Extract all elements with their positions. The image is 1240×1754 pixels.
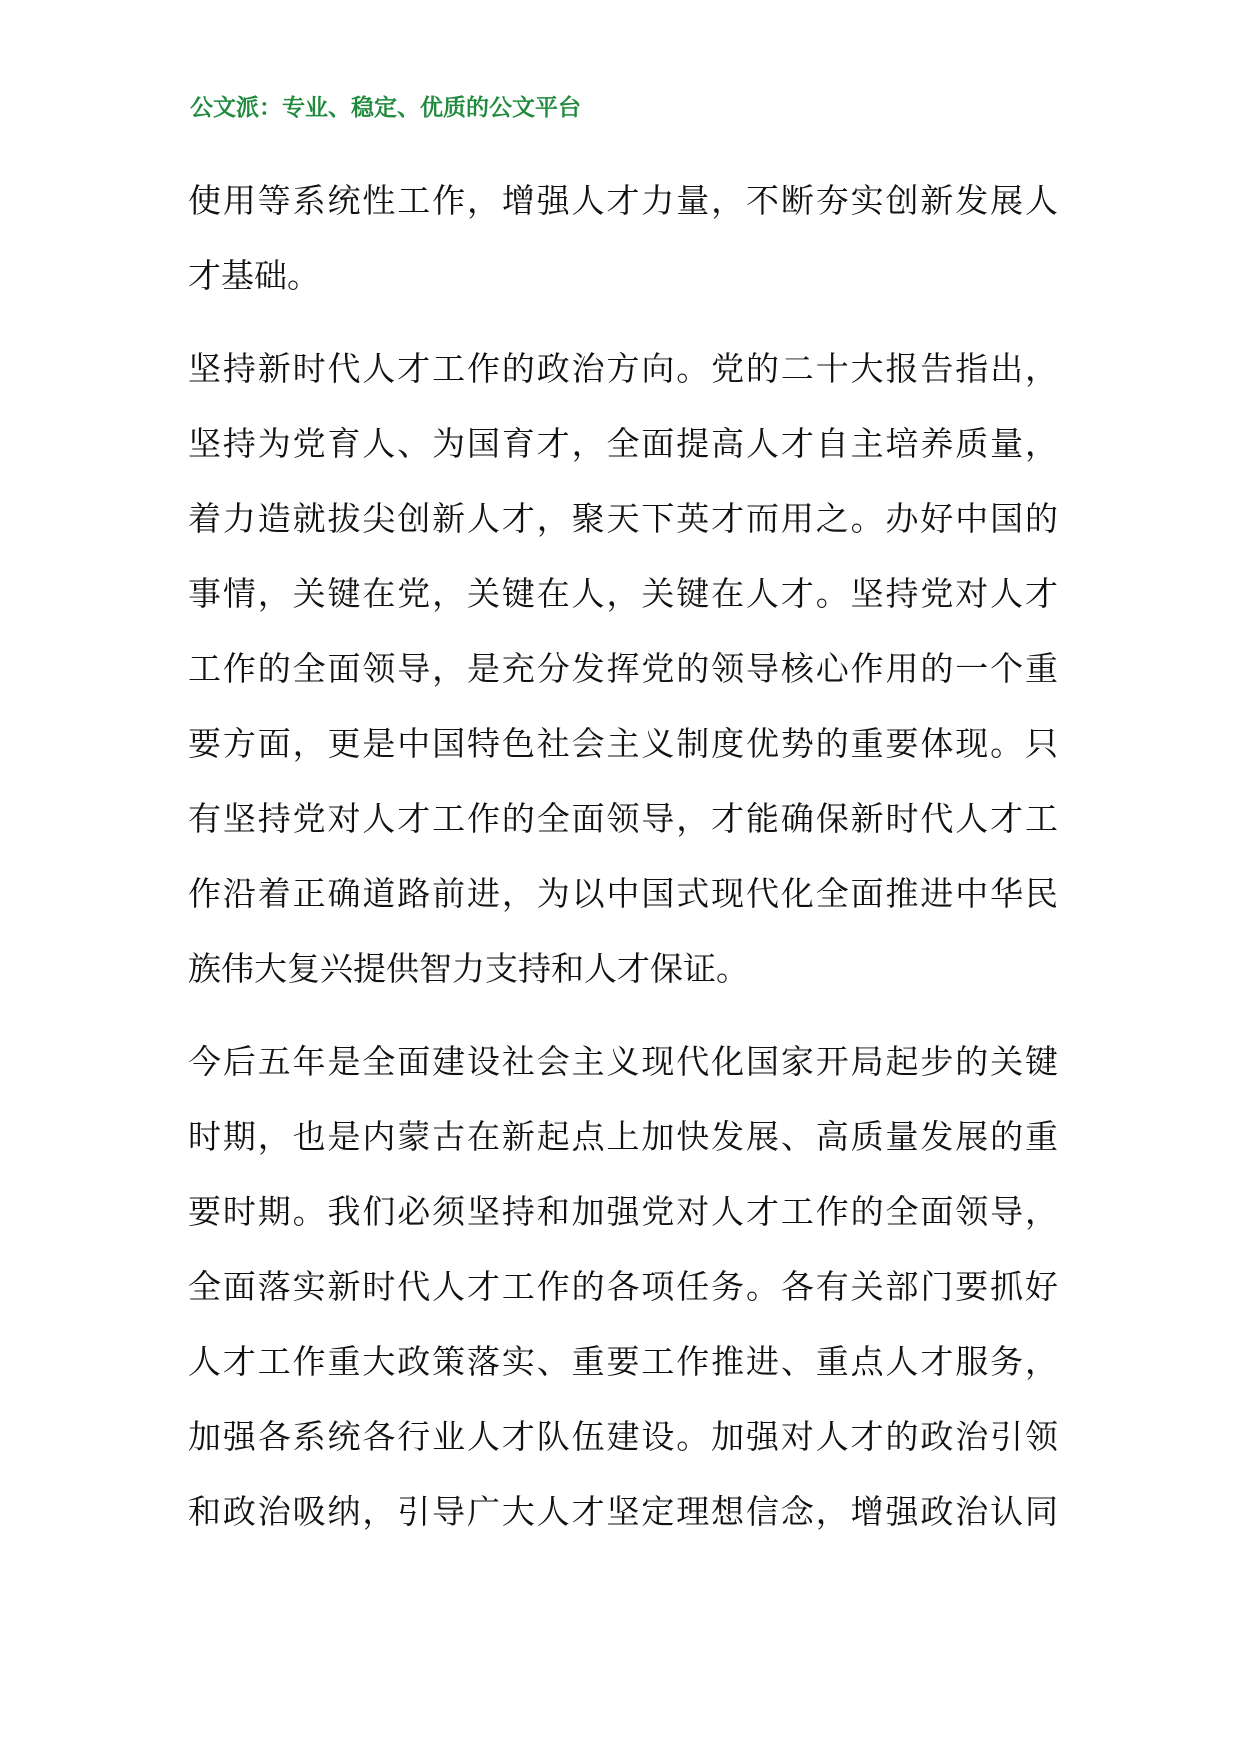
text-line: 全面落实新时代人才工作的各项任务。各有关部门要抓好 <box>188 1267 1058 1306</box>
text-line: 坚持为党育人、为国育才，全面提高人才自主培养质量， <box>188 424 1058 463</box>
text-line: 今后五年是全面建设社会主义现代化国家开局起步的关键 <box>188 1042 1058 1081</box>
text-line: 要方面，更是中国特色社会主义制度优势的重要体现。只 <box>188 724 1058 763</box>
text-line: 有坚持党对人才工作的全面领导，才能确保新时代人才工 <box>188 799 1058 838</box>
text-line: 要时期。我们必须坚持和加强党对人才工作的全面领导， <box>188 1192 1058 1231</box>
text-line: 时期，也是内蒙古在新起点上加快发展、高质量发展的重 <box>188 1117 1058 1156</box>
text-line: 事情，关键在党，关键在人，关键在人才。坚持党对人才 <box>188 574 1058 613</box>
paragraph-3 <box>188 1024 1058 1549</box>
text-line: 人才工作重大政策落实、重要工作推进、重点人才服务， <box>188 1342 1058 1381</box>
text-line: 族伟大复兴提供智力支持和人才保证。 <box>188 949 749 988</box>
text-line: 工作的全面领导，是充分发挥党的领导核心作用的一个重 <box>188 649 1058 688</box>
text-line: 作沿着正确道路前进，为以中国式现代化全面推进中华民 <box>188 874 1058 913</box>
header-title: 公文派：专业、稳定、优质的公文平台 <box>190 95 581 121</box>
text-line: 才基础。 <box>188 256 320 295</box>
text-line: 使用等系统性工作，增强人才力量，不断夯实创新发展人 <box>188 181 1058 220</box>
text-line: 加强各系统各行业人才队伍建设。加强对人才的政治引领 <box>188 1417 1058 1456</box>
paragraph-1 <box>188 163 1058 313</box>
text-line: 和政治吸纳，引导广大人才坚定理想信念，增强政治认同 <box>188 1492 1058 1531</box>
document-body <box>188 163 1058 1549</box>
text-line: 坚持新时代人才工作的政治方向。党的二十大报告指出， <box>188 349 1058 388</box>
text-line: 着力造就拔尖创新人才，聚天下英才而用之。办好中国的 <box>188 499 1058 538</box>
paragraph-2 <box>188 331 1058 1006</box>
